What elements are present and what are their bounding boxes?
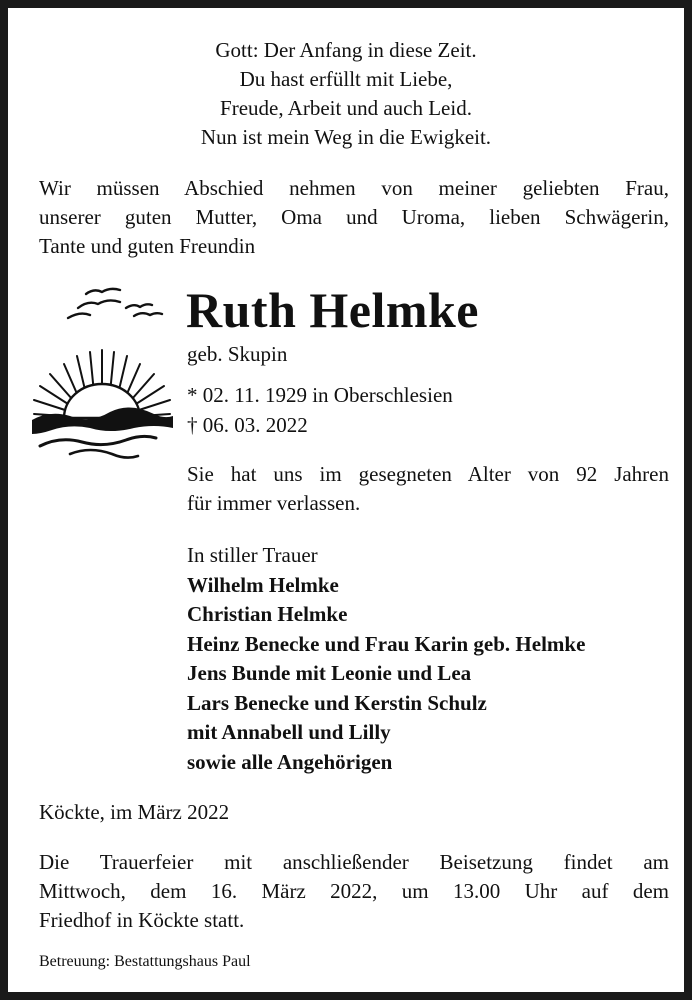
intro-line: Tante und guten Freundin [39, 234, 256, 258]
death-date: † 06. 03. 2022 [187, 413, 308, 437]
ceremony-text [39, 848, 669, 935]
intro-line: unserer guten Mutter, Oma und Uroma, lieben Schwägerin, [39, 205, 669, 229]
mourner-name: Heinz Benecke und Frau Karin geb. Helmke [187, 631, 586, 656]
poem-line: Freude, Arbeit und auch Leid. [220, 96, 472, 120]
intro-line: Wir müssen Abschied nehmen von meiner geliebten Frau, [39, 176, 669, 200]
place-and-date: Köckte, im März 2022 [39, 800, 230, 824]
funeral-home-credit: Betreuung: Bestattungshaus Paul [39, 953, 251, 970]
birth-date: * 02. 11. 1929 in Oberschlesien [187, 383, 453, 407]
ceremony-line: Friedhof in Köckte statt. [39, 908, 245, 932]
sunset-with-birds-icon [30, 278, 175, 468]
poem-line: Du hast erfüllt mit Liebe, [239, 67, 453, 91]
intro-text [39, 174, 669, 261]
poem [38, 36, 654, 152]
deceased-name: Ruth Helmke [186, 282, 479, 338]
mourner-name: sowie alle Angehörigen [187, 749, 393, 774]
ceremony-line: Die Trauerfeier mit anschließender Beisetzung findet am [39, 850, 669, 874]
mourner-name: Christian Helmke [187, 602, 348, 626]
life-dates [187, 380, 453, 440]
mourners-block [187, 541, 585, 777]
mourner-name: Lars Benecke und Kerstin Schulz [187, 690, 487, 715]
ceremony-line: Mittwoch, dem 16. März 2022, um 13.00 Uhr auf dem [39, 879, 669, 903]
mourner-name: Jens Bunde mit Leonie und Lea [187, 661, 472, 685]
passing-line: Sie hat uns im gesegneten Alter von 92 Jahren [187, 462, 669, 486]
maiden-name: geb. Skupin [187, 342, 288, 366]
poem-line: Gott: Der Anfang in diese Zeit. [215, 38, 477, 62]
poem-line: Nun ist mein Weg in die Ewigkeit. [200, 125, 492, 149]
mourner-name: mit Annabell und Lilly [187, 720, 391, 744]
passing-line: für immer verlassen. [187, 491, 361, 515]
mourners-heading: In stiller Trauer [187, 543, 318, 567]
passing-text [187, 460, 669, 518]
mourner-name: Wilhelm Helmke [187, 572, 339, 597]
